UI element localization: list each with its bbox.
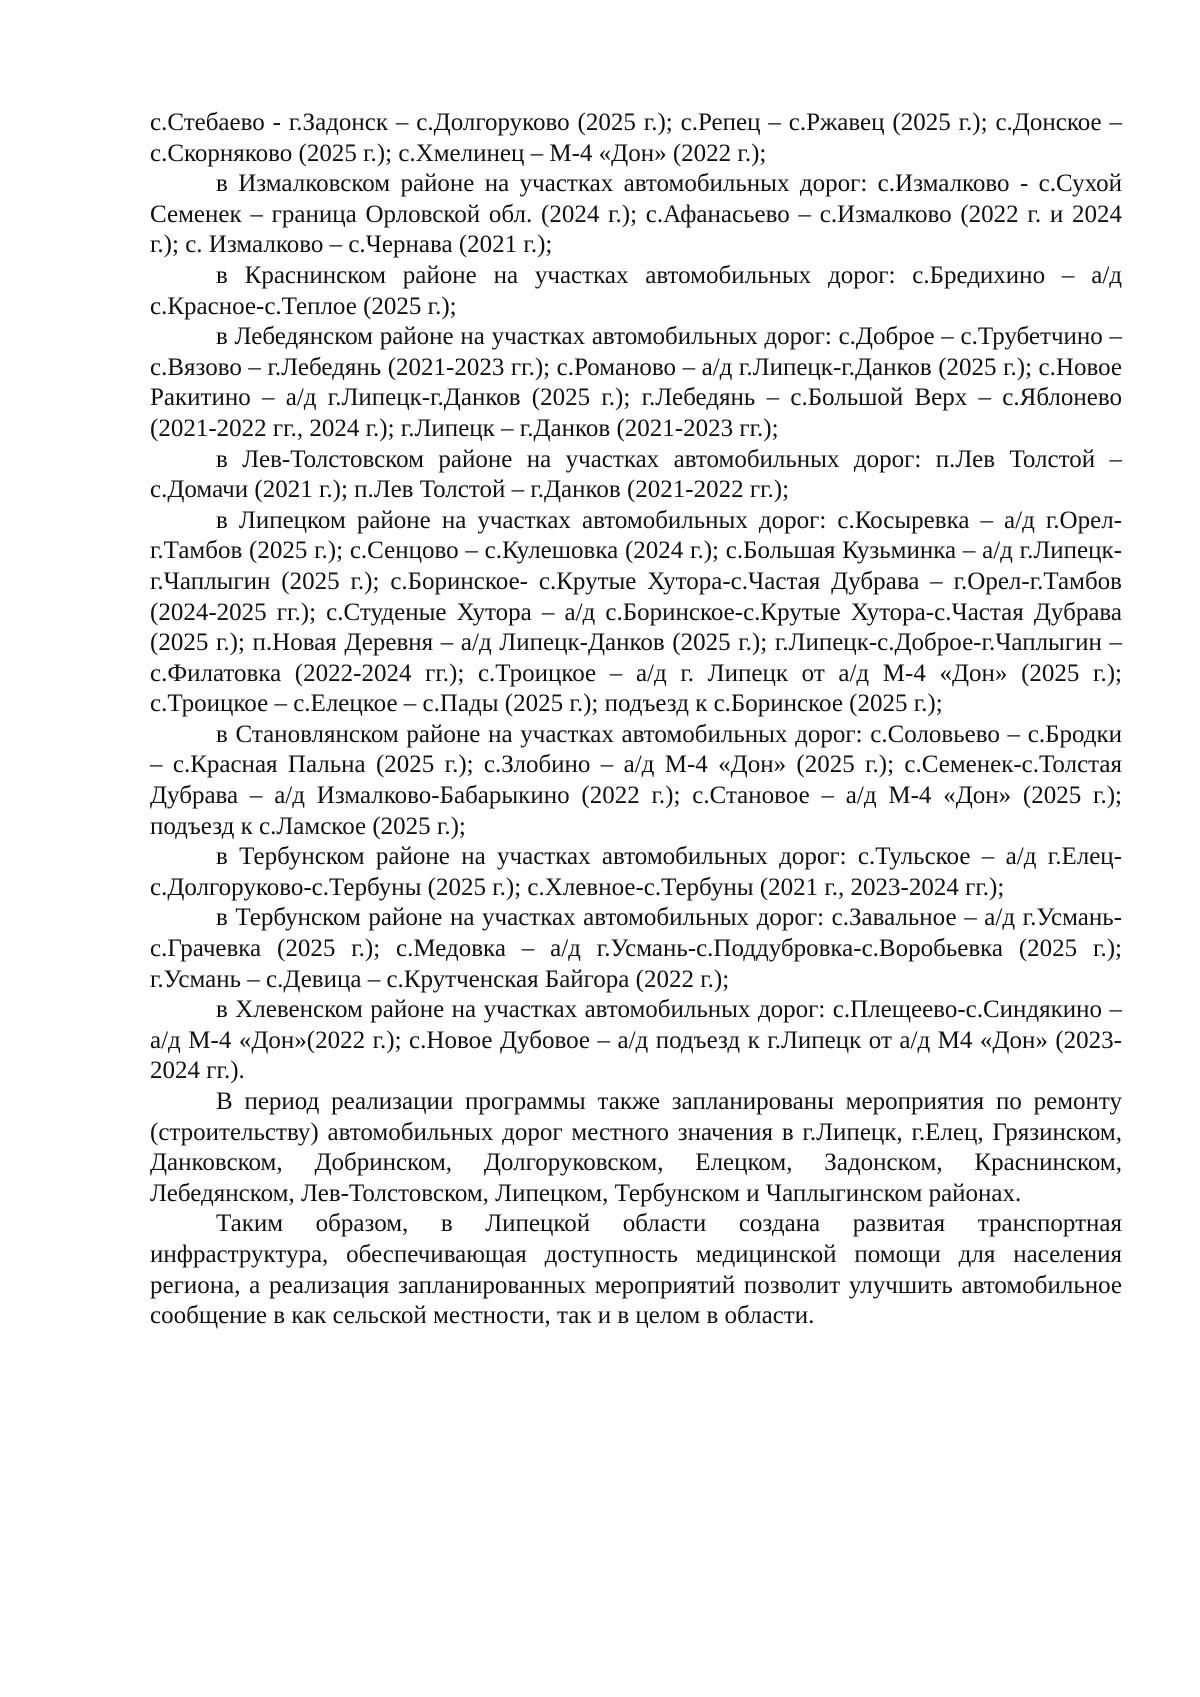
- paragraph-terbuny-district-1: в Тербунском районе на участках автомобильных дорог: с.Тульское – а/д г.Елец-с.Долгоруково-с.Тербуны (2025 г.); с.Хлевное-с.Тербуны (2021 г., 2023-2024 гг.);: [150, 843, 1122, 901]
- paragraph-krasnoe-district: в Краснинском районе на участках автомобильных дорог: с.Бредихино – а/д с.Красное-с.Теплое (2025 г.);: [150, 261, 1122, 320]
- paragraph-zadonsk-roads: с.Стебаево - г.Задонск – с.Долгоруково (2025 г.); с.Репец – с.Ржавец (2025 г.); с.Донское – с.Скорняково (2025 г.); с.Хмелинец – М-4 «Дон» (2022 г.);: [150, 109, 1122, 167]
- paragraph-khlevnoe-district: в Хлевенском районе на участках автомобильных дорог: с.Плещеево-с.Синдякино – а/д М-4 «Дон»(2022 г.); с.Новое Дубовое – а/д подъезд к г.Липецк от а/д М4 «Дон» (2023-2024 гг.).: [150, 996, 1122, 1085]
- paragraph-stanovoe-district: в Становлянском районе на участках автомобильных дорог: с.Соловьево – с.Бродки – с.Красная Пальна (2025 г.); с.Злобино – а/д М-4 «Дон» (2025 г.); с.Семенек-с.Толстая Дубрава – а/д Измалково-Бабарыкино (2022 г.); с.Становое – а/д М-4 «Дон» (2025 г.); подъезд к с.Ламское (2025 г.);: [150, 720, 1122, 840]
- paragraph-conclusion: Таким образом, в Липецкой области создана развитая транспортная инфраструктура, обеспечивающая доступность медицинской помощи для населения региона, а реализация запланированных мероприятий позволит улучшить автомобильное сообщение в как сельской местности, так и в целом в области.: [150, 1210, 1122, 1330]
- paragraph-terbuny-district-2: в Тербунском районе на участках автомобильных дорог: с.Завальное – а/д г.Усмань-с.Грачевка (2025 г.); с.Медовка – а/д г.Усмань-с.Поддубровка-с.Воробьевка (2025 г.); г.Усмань – с.Девица – с.Крутченская Байгора (2022 г.);: [150, 904, 1122, 993]
- paragraph-lipetsk-district: в Липецком районе на участках автомобильных дорог: с.Косыревка – а/д г.Орел-г.Тамбов (2025 г.); с.Сенцово – с.Кулешовка (2024 г.); с.Большая Кузьминка – а/д г.Липецк-г.Чаплыгин (2025 г.); с.Боринское- с.Крутые Хутора-с.Частая Дубрава – г.Орел-г.Тамбов (2024-2025 гг.); с.Студеные Хутора – а/д с.Боринское-с.Крутые Хутора-с.Частая Дубрава (2025 г.); п.Новая Деревня – а/д Липецк-Данков (2025 г.); г.Липецк-с.Доброе-г.Чаплыгин – с.Филатовка (2022-2024 гг.); с.Троицкое – а/д г. Липецк от а/д М-4 «Дон» (2025 г.); с.Троицкое – с.Елецкое – с.Пады (2025 г.); подъезд к с.Боринское (2025 г.);: [150, 506, 1122, 718]
- paragraph-local-roads-program: В период реализации программы также запланированы мероприятия по ремонту (строительству) автомобильных дорог местного значения в г.Липецк, г.Елец, Грязинском, Данковском, Добринском, Долгоруковском, Елецком, Задонском, Краснинском, Лебедянском, Лев-Толстовском, Липецком, Тербунском и Чаплыгинском районах.: [150, 1088, 1122, 1207]
- paragraph-lebedyan-district: в Лебедянском районе на участках автомобильных дорог: с.Доброе – с.Трубетчино – с.Вязово – г.Лебедянь (2021-2023 гг.); с.Романово – а/д г.Липецк-г.Данков (2025 г.); с.Новое Ракитино – а/д г.Липецк-г.Данков (2025 г.); г.Лебедянь – с.Большой Верх – с.Яблонево (2021-2022 гг., 2024 г.); г.Липецк – г.Данков (2021-2023 гг.);: [150, 323, 1122, 442]
- paragraph-izmalkovo-district: в Измалковском районе на участках автомобильных дорог: с.Измалково - с.Сухой Семенек – граница Орловской обл. (2024 г.); с.Афанасьево – с.Измалково (2022 г. и 2024 г.); с. Измалково – с.Чернава (2021 г.);: [150, 170, 1122, 259]
- paragraph-lev-tolstoy-district: в Лев-Толстовском районе на участках автомобильных дорог: п.Лев Толстой – с.Домачи (2021 г.); п.Лев Толстой – г.Данков (2021-2022 гг.);: [150, 445, 1122, 504]
